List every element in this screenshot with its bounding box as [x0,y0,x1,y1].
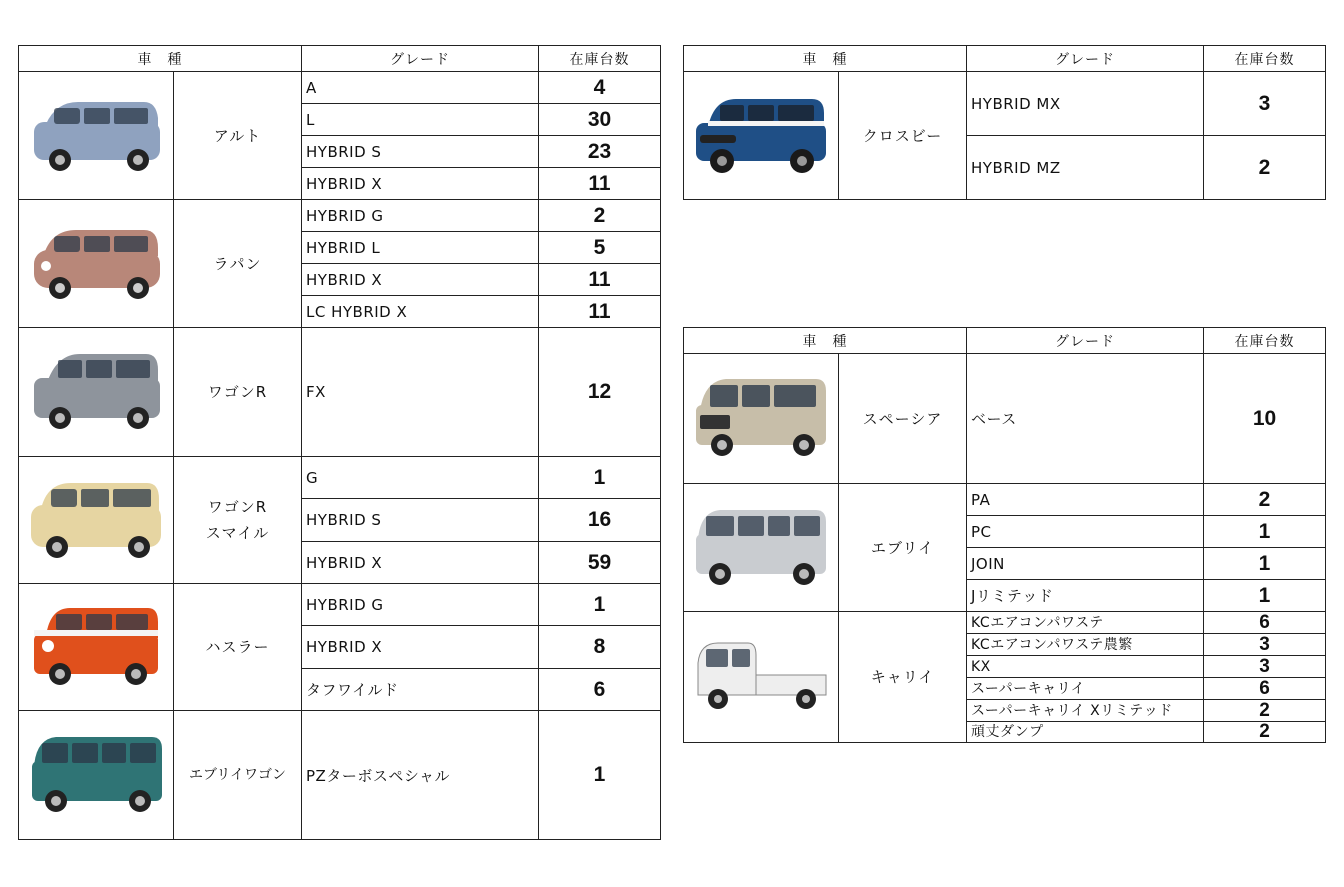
grade-cell: FX [302,328,539,457]
stock-count: 3 [1204,656,1326,678]
stock-count: 6 [1204,612,1326,634]
model-every: エブリイ [839,484,967,612]
header-stock: 在庫台数 [1204,328,1326,354]
car-xbee-image [690,93,832,179]
grade-cell: KCエアコンパワステ農繁 [967,634,1204,656]
stock-count: 1 [1204,580,1326,612]
car-image-carry [684,612,839,743]
model-spacia: スペーシア [839,354,967,484]
table-row [684,484,1326,516]
car-image-every [684,484,839,612]
grade-cell: HYBRID X [302,626,539,669]
car-spacia-image [690,375,832,463]
car-lapin-image [26,222,166,306]
grade-cell: HYBRID S [302,499,539,542]
stock-count: 1 [539,584,661,626]
stock-count: 11 [539,296,661,328]
stock-count: 2 [1204,722,1326,743]
model-alto: アルト [174,72,302,200]
grade-cell: Jリミテッド [967,580,1204,612]
stock-count: 12 [539,328,661,457]
stock-count: 1 [1204,548,1326,580]
stock-count: 3 [1204,634,1326,656]
stock-count: 59 [539,542,661,584]
header-model: 車 種 [684,328,967,354]
table-row [19,328,661,457]
table-row [19,457,661,499]
grade-cell: HYBRID S [302,136,539,168]
grade-cell: JOIN [967,548,1204,580]
stock-count: 2 [1204,700,1326,722]
grade-cell: L [302,104,539,136]
table-row [19,711,661,840]
stock-count: 2 [1204,484,1326,516]
table-row [684,612,1326,634]
grade-cell: HYBRID G [302,200,539,232]
grade-cell: HYBRID MX [967,72,1204,136]
stock-count: 6 [539,669,661,711]
stock-count: 16 [539,499,661,542]
header-stock: 在庫台数 [539,46,661,72]
table-row [19,72,661,104]
table-row [19,200,661,232]
header-row [684,46,1326,72]
grade-cell: HYBRID G [302,584,539,626]
car-image-xbee [684,72,839,200]
grade-cell: ベース [967,354,1204,484]
stock-count: 1 [539,711,661,840]
stock-count: 5 [539,232,661,264]
grade-cell: HYBRID L [302,232,539,264]
grade-cell: 頑丈ダンプ [967,722,1204,743]
grade-cell: スーパーキャリイ Xリミテッド [967,700,1204,722]
grade-cell: KCエアコンパワステ [967,612,1204,634]
stock-count: 23 [539,136,661,168]
stock-count: 30 [539,104,661,136]
header-row [19,46,661,72]
stock-count: 3 [1204,72,1326,136]
grade-cell: PA [967,484,1204,516]
model-wagonr-smile [174,457,302,584]
grade-cell: PZターボスペシャル [302,711,539,840]
stock-count: 1 [1204,516,1326,548]
car-wagonr-image [26,348,166,436]
car-image-every-wagon [19,711,174,840]
model-carry: キャリイ [839,612,967,743]
header-model: 車 種 [19,46,302,72]
header-model: 車 種 [684,46,967,72]
stock-count: 10 [1204,354,1326,484]
car-image-wagonr-smile [19,457,174,584]
grade-cell: タフワイルド [302,669,539,711]
header-grade: グレード [967,328,1204,354]
stock-count: 2 [1204,136,1326,200]
table-row [684,354,1326,484]
car-image-hustler [19,584,174,711]
table-row [684,72,1326,136]
car-image-alto [19,72,174,200]
car-carry-image [690,635,832,719]
car-hustler-image [26,602,166,692]
car-image-lapin [19,200,174,328]
grade-cell: HYBRID X [302,168,539,200]
grade-cell: PC [967,516,1204,548]
stock-table-right-bottom [683,327,1326,743]
car-image-wagonr [19,328,174,457]
stock-count: 4 [539,72,661,104]
model-xbee: クロスビー [839,72,967,200]
car-every-wagon-image [26,731,166,819]
car-image-spacia [684,354,839,484]
header-row [684,328,1326,354]
car-every-image [690,504,832,592]
grade-cell: A [302,72,539,104]
grade-cell: HYBRID X [302,264,539,296]
car-wagonr-smile-image [25,477,167,563]
model-line: スマイル [205,524,270,542]
grade-cell: スーパーキャリイ [967,678,1204,700]
stock-table-right-top [683,45,1326,200]
stock-table-left [18,45,661,840]
header-stock: 在庫台数 [1204,46,1326,72]
model-wagonr: ワゴンR [174,328,302,457]
header-grade: グレード [967,46,1204,72]
grade-cell: LC HYBRID X [302,296,539,328]
stock-count: 11 [539,168,661,200]
grade-cell: HYBRID X [302,542,539,584]
stock-count: 6 [1204,678,1326,700]
stock-count: 1 [539,457,661,499]
stock-count: 8 [539,626,661,669]
header-grade: グレード [302,46,539,72]
table-row [19,584,661,626]
model-lapin: ラパン [174,200,302,328]
grade-cell: HYBRID MZ [967,136,1204,200]
grade-cell: G [302,457,539,499]
grade-cell: KX [967,656,1204,678]
model-line: ワゴンR [207,498,268,516]
model-every-wagon: エブリイワゴン [174,711,302,840]
model-hustler: ハスラー [174,584,302,711]
stock-count: 11 [539,264,661,296]
stock-count: 2 [539,200,661,232]
car-alto-image [26,94,166,178]
